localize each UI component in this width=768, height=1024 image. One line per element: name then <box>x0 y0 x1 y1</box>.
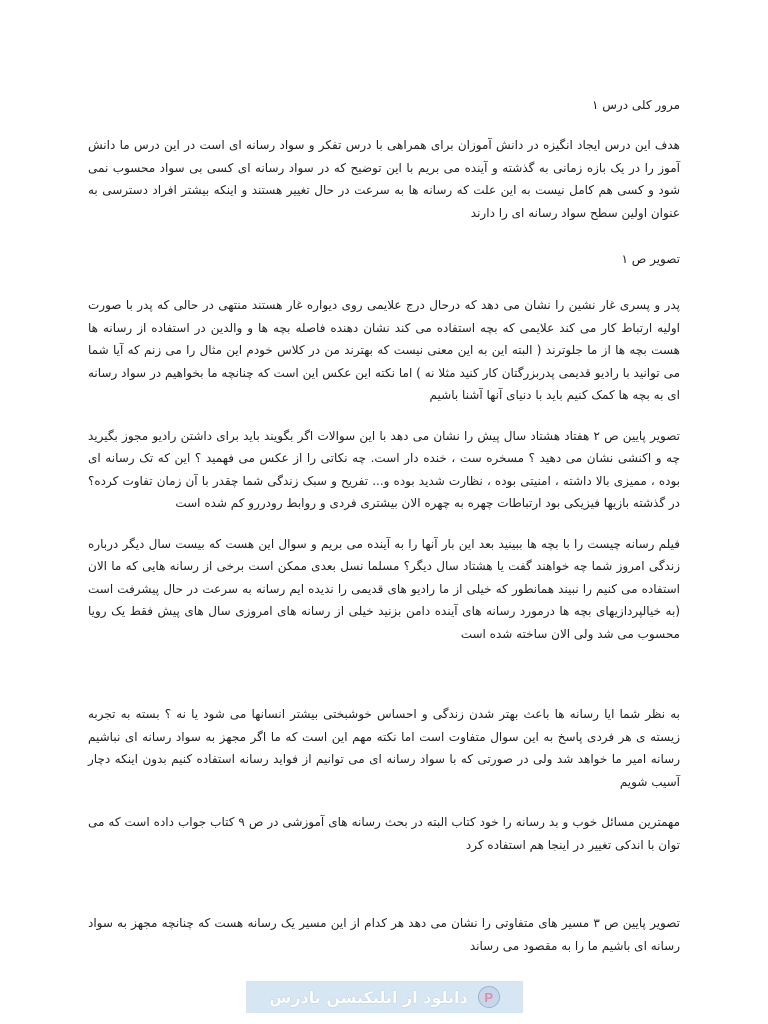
paragraph-lesson-goal: هدف این درس ایجاد انگیزه در دانش آموزان برای همراهی با درس تفکر و سواد رسانه ای است در این درس ما دانش آموز را در یک بازه زمانی به گذشته و آینده می بریم با این توضیح که در سواد رسانه ای کسی بی سواد محسوب نمی شود و کسی هم کامل نیست به این علت که رسانه ها به سرعت در حال تغییر هستند و اینکه بیشتر افراد دسترسی به عنوان اولین سطح سواد رسانه ای را دارند <box>88 138 680 220</box>
banner-text: دانلود از اپلیکیشن پادرس <box>269 987 468 1007</box>
download-app-banner[interactable] <box>246 981 523 1013</box>
document-body <box>88 88 680 957</box>
paragraph-image-page-2: تصویر پایین ص ۲ هفتاد هشتاد سال پیش را نشان می دهد با این سوالات اگر بگویند باید برای داشتن رادیو مجوز بگیرید چه و اکنشی نشان می دهید ؟ مسخره ست ، خنده دار است. چه نکاتی را از عکس می فهمید ؟ این که تک رسانه ای بوده ، ممیزی بالا داشته ، امنیتی بوده ، نظارت شدید بوده و... تفریح و سبک زندگی شما چقدر با آن زمان تفاوت کرده؟ در گذشته بازیها فیزیکی بود ارتباطات چهره به چهره الان بیشتری فردی و روابط رودررو کم شده است <box>88 428 680 510</box>
paragraph-good-bad-media: مهمترین مسائل خوب و بد رسانه را خود کتاب البته در بحث رسانه های آموزشی در ص ۹ کتاب جواب داده است که می توان با اندکی تغییر در اینجا هم استفاده کرد <box>88 815 680 852</box>
heading-lesson-overview: مرور کلی درس ۱ <box>591 98 680 112</box>
heading-image-page-1: تصویر ص ۱ <box>621 252 680 266</box>
padars-logo-icon <box>478 986 500 1008</box>
paragraph-film-future: فیلم رسانه چیست را با بچه ها ببینید بعد این بار آنها را به آینده می بریم و سوال این هست که بیست سال دیگر درباره زندگی امروز شما چه خواهند گفت یا هشتاد سال دیگر؟ مسلما نسل بعدی ممکن است برخی از رسانه هایی که ما الان استفاده می کنیم را نبیند همانطور که خیلی از ما رادیو های قدیمی را ندیده ایم رسانه به سرعت در حال پیشرفت است (به خیالپردازیهای بچه ها درمورد رسانه های آینده دامن بزنید خیلی از رسانه های امروزی سال های پیش فقط یک رویا محسوب می شد ولی الان ساخته شده است <box>88 536 680 641</box>
paragraph-image-page-3: تصویر پایین ص ۳ مسیر های متفاوتی را نشان می دهد هر کدام از این مسیر یک رسانه هست که چنانچه مجهز به سواد رسانه ای باشیم ما را به مقصود می رساند <box>88 916 680 953</box>
logo-glyph: P <box>484 989 494 1005</box>
paragraph-media-happiness: به نظر شما ایا رسانه ها باعث بهتر شدن زندگی و احساس خوشبختی بیشتر انسانها می شود یا نه ؟ بسته به تجربه زیسته ی هر فردی پاسخ به این سوال متفاوت است اما نکته مهم این است که ما اگر مجهز به سواد رسانه ای نباشیم رسانه امیر ما خواهد شد ولی در صورتی که با سواد رسانه ای می توانیم از فواید رسانه استفاده کنیم بدون اینکه دچار آسیب شویم <box>88 707 680 789</box>
paragraph-caveman-image: پدر و پسری غار نشین را نشان می دهد که درحال درج علایمی روی دیواره غار هستند منتهی در حالی که پدر با صورت اولیه ارتباط کار می کند علایمی که بچه استفاده می کند نشان دهنده فاصله بچه ها و والدین در استفاده از رسانه ها هست بچه ها از ما جلوترند ( البته این به این معنی نیست که بهترند من در کلاس خودم این مثال را می زنم که آیا شما می توانید با رادیو قدیمی پدربزرگتان کار کنید مثلا نه ) اما نکته این عکس این است که چنانچه ما بخواهیم در سواد رسانه ای به بچه ها کمک کنیم باید با دنیای آنها آشنا باشیم <box>88 298 680 402</box>
